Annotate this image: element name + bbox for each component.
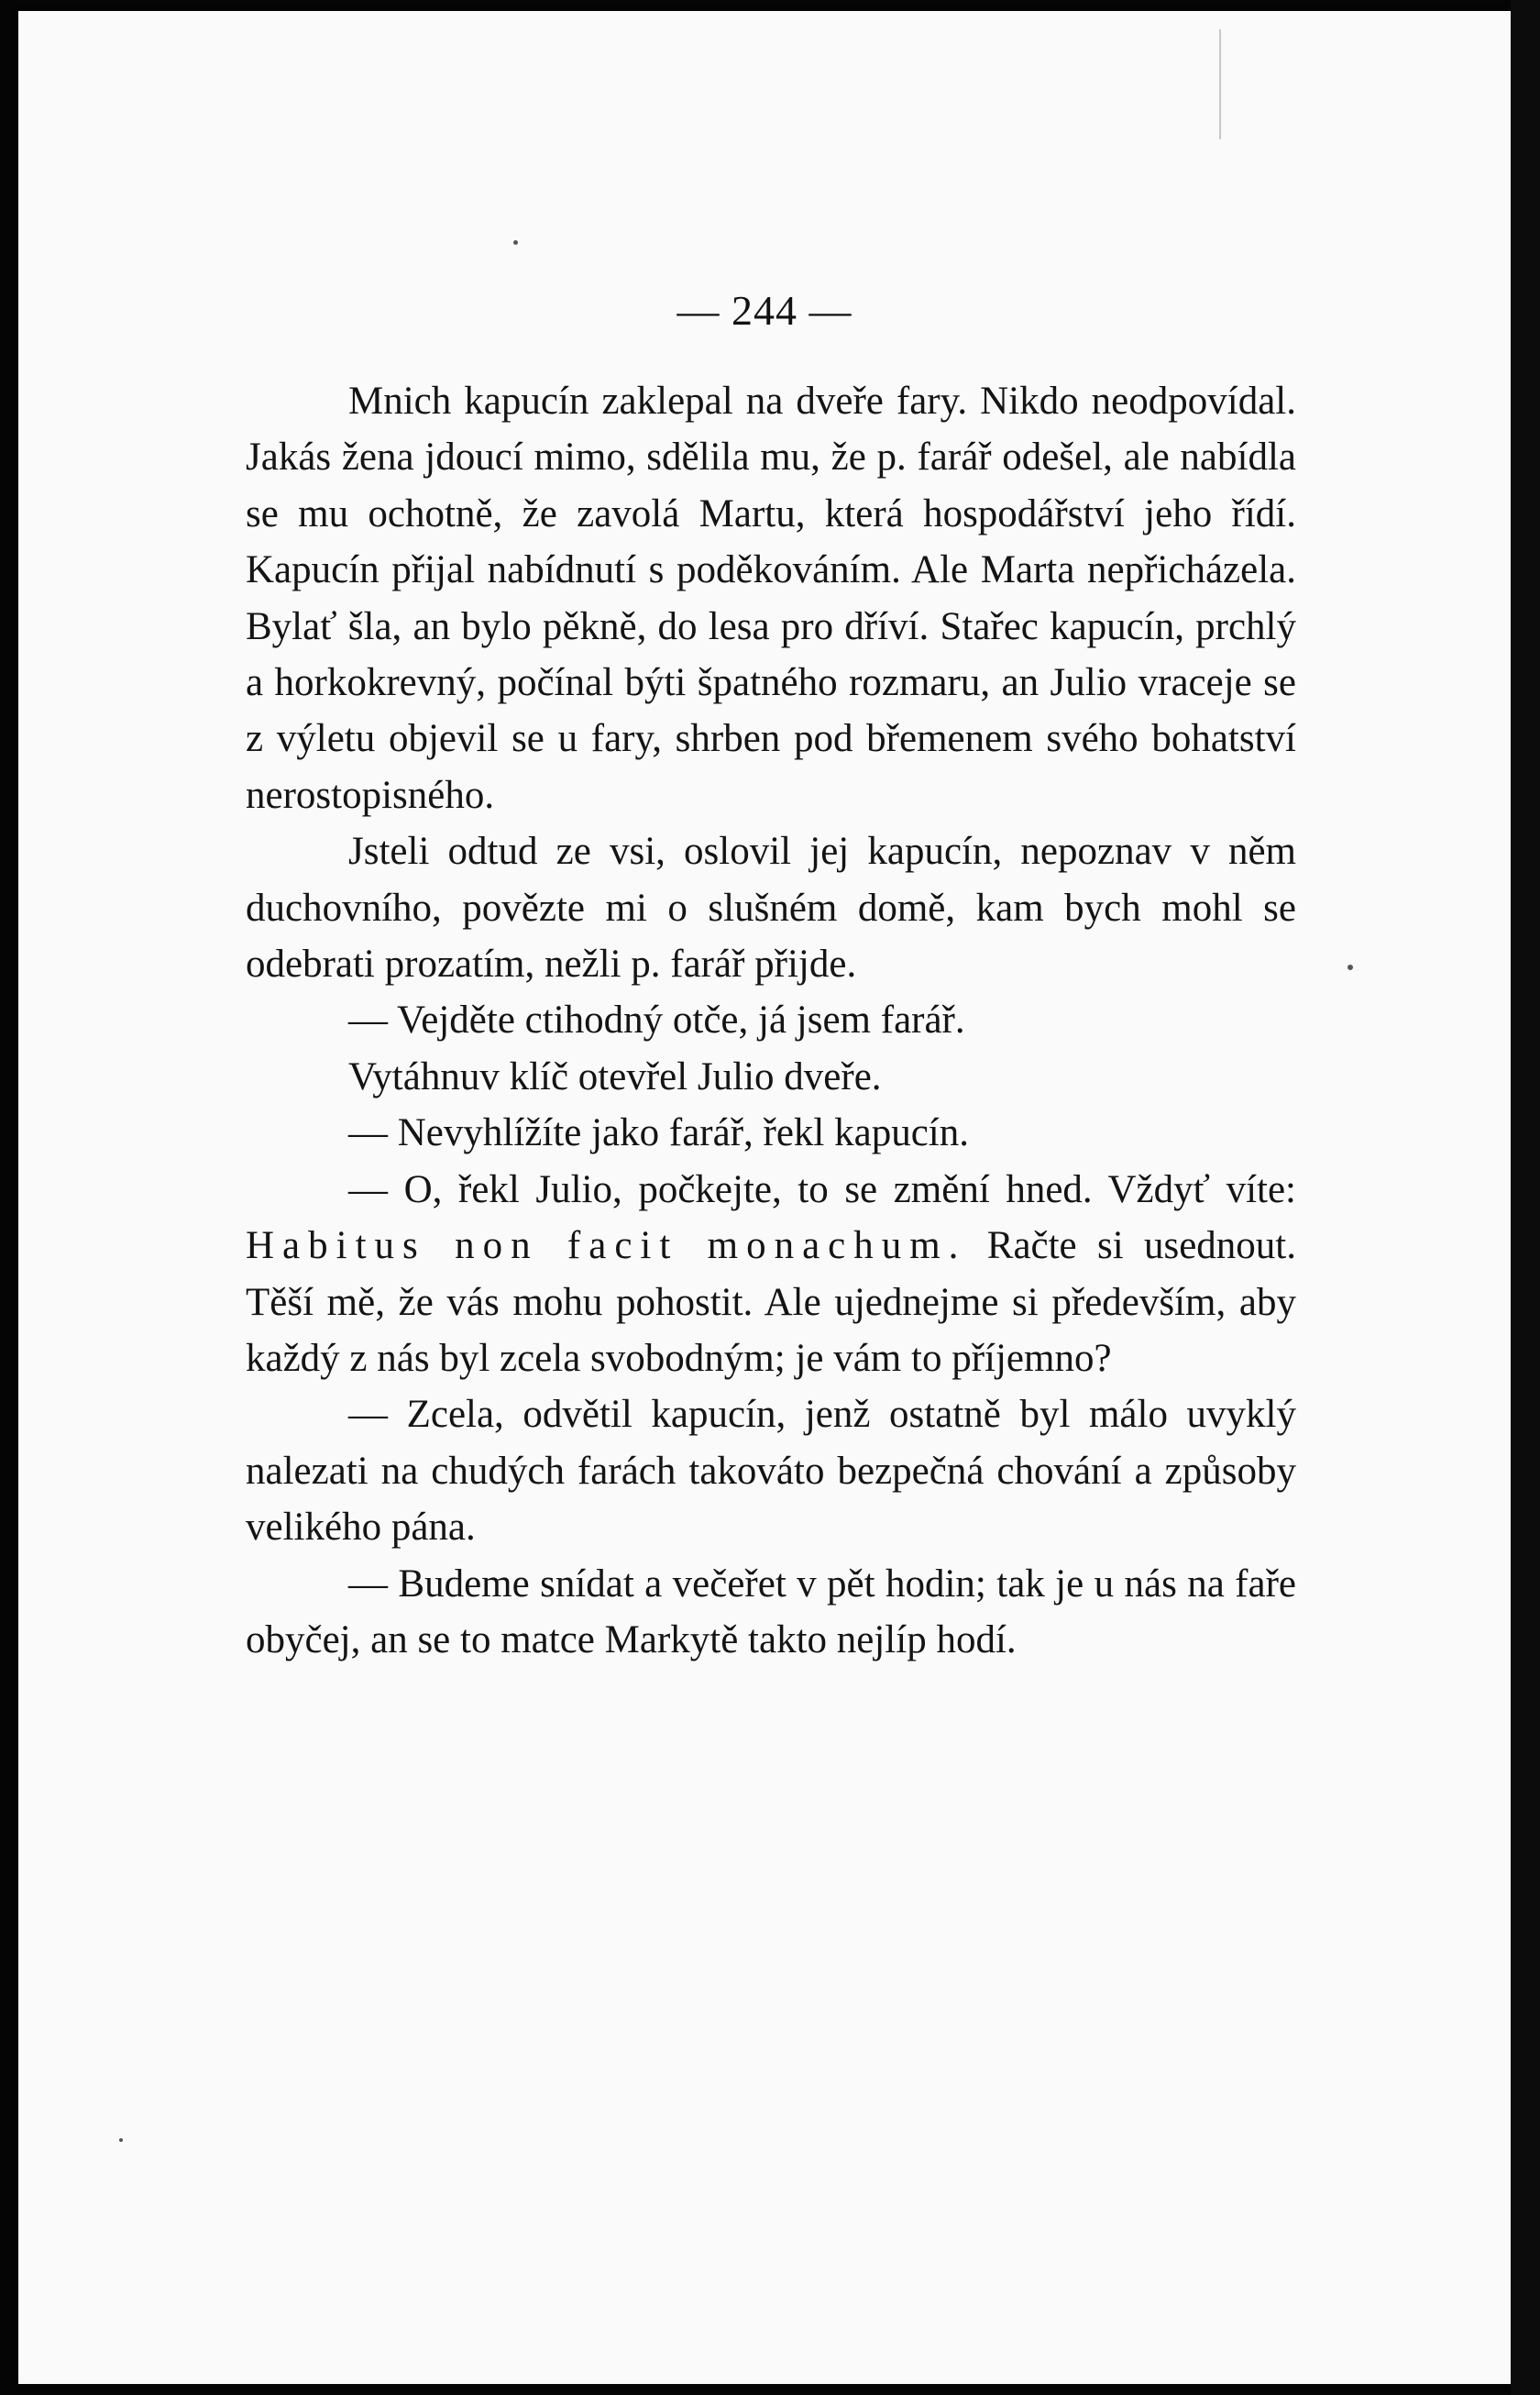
page-fold-mark [1219, 29, 1221, 139]
latin-quote: Habitus non facit monachum. [246, 1224, 967, 1268]
paragraph-text: Račte si usednout. Těší mě, že vás mohu pohostit. Ale ujednejme si především, aby každý z nás byl zcela svobodným; je vám to příjemno? [246, 1224, 1296, 1380]
paragraph: Vytáhnuv klíč otevřel Julio dveře. [348, 1054, 882, 1098]
book-page [18, 11, 1511, 2384]
paragraph: — Nevyhlížíte jako farář, řekl kapucín. [348, 1111, 969, 1155]
paragraph: Jsteli odtud ze vsi, oslovil jej kapucín, nepoznav v něm duchovního, povězte mi o slušném domě, kam bych mohl se odebrati prozatím, nežli p. farář přijde. [246, 830, 1296, 987]
paragraph-text: — O, řekl Julio, počkejte, to se změní hned. Vždyť víte: [348, 1167, 1296, 1211]
paper-speck [1348, 965, 1353, 970]
paper-speck [513, 240, 518, 245]
page-number: — 244 — [676, 287, 852, 334]
paragraph: — Budeme snídat a večeřet v pět hodin; tak je u nás na faře obyčej, an se to matce Markytě takto nejlíp hodí. [246, 1562, 1296, 1661]
paper-speck [119, 2138, 123, 2142]
body-text [246, 373, 1296, 1668]
paragraph: Mnich kapucín zaklepal na dveře fary. Nikdo neodpovídal. Jakás žena jdoucí mimo, sdělila mu, že p. farář odešel, ale nabídla se mu ochotně, že zavolá Martu, která hospodářství jeho řídí. Kapucín přijal nabídnutí s poděkováním. Ale Marta nepřicházela. Bylať šla, an bylo pěkně, do lesa pro dříví. Stařec kapucín, prchlý a horkokrevný, počínal býti špatného rozmaru, an Julio vraceje se z výletu objevil se u fary, shrben pod břemenem svého bohatství nerostopisného. [246, 380, 1296, 817]
paragraph: — Vejděte ctihodný otče, já jsem farář. [348, 999, 965, 1043]
paragraph: — Zcela, odvětil kapucín, jenž ostatně byl málo uvyklý nalezati na chudých farách takováto bezpečná chování a způsoby velikého pána. [246, 1393, 1296, 1550]
scan-border [1511, 0, 1540, 2395]
paragraph [246, 1162, 1296, 1387]
